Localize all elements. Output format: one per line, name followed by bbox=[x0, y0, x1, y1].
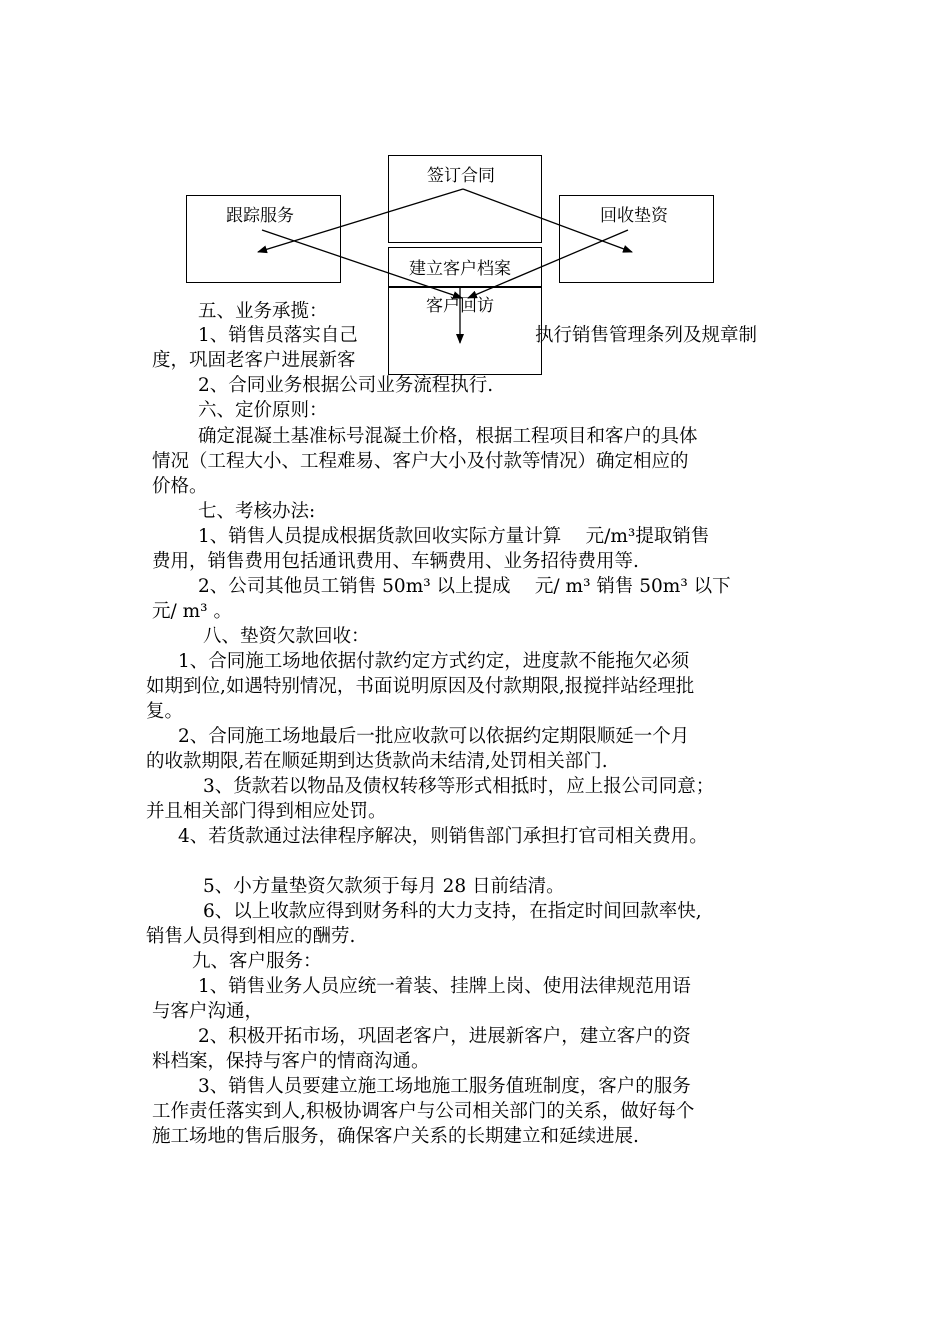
s7-p1-line2: 费用，销售费用包括通讯费用、车辆费用、业务招待费用等. bbox=[152, 551, 639, 572]
s9-p2-line1: 2、积极开拓市场，巩固老客户，进展新客户，建立客户的资 bbox=[198, 1026, 691, 1047]
s6-p1-line2: 情况（工程大小、工程难易、客户大小及付款等情况）确定相应的 bbox=[152, 451, 689, 472]
recover-advance-label: 回收垫资 bbox=[600, 206, 668, 226]
s8-p3-line2: 并且相关部门得到相应处罚。 bbox=[146, 801, 387, 822]
s7-p1-line1: 1、销售人员提成根据货款回收实际方量计算 元/m³提取销售 bbox=[198, 526, 710, 547]
s5-p1-line2: 度，巩固老客户进展新客 bbox=[152, 350, 356, 371]
follow-service-label: 跟踪服务 bbox=[226, 206, 294, 226]
build-file-label: 建立客户档案 bbox=[409, 259, 511, 279]
s8-p1-line3: 复。 bbox=[146, 701, 184, 722]
s5-p1-line1-a: 1、销售员落实自己 bbox=[198, 325, 358, 346]
s6-p1-line3: 价格。 bbox=[152, 476, 208, 497]
section-5-title: 五、业务承揽： bbox=[198, 301, 328, 322]
s7-p2-line2: 元/ m³ 。 bbox=[152, 601, 232, 622]
s8-p3-line1: 3、货款若以物品及债权转移等形式相抵时，应上报公司同意； bbox=[203, 776, 715, 797]
s8-p6-line1: 6、以上收款应得到财务科的大力支持，在指定时间回款率快, bbox=[203, 901, 702, 922]
s6-p1-line1: 确定混凝土基准标号混凝土价格，根据工程项目和客户的具体 bbox=[198, 426, 698, 447]
s9-p3-line3: 施工场地的售后服务，确保客户关系的长期建立和延续进展. bbox=[152, 1126, 639, 1147]
flow-diagram bbox=[0, 0, 950, 400]
s7-p2-line1: 2、公司其他员工销售 50m³ 以上提成 元/ m³ 销售 50m³ 以下 bbox=[198, 576, 731, 597]
s5-p2: 2、合同业务根据公司业务流程执行. bbox=[198, 375, 494, 396]
s8-p4: 4、若货款通过法律程序解决，则销售部门承担打官司相关费用。 bbox=[178, 826, 708, 847]
section-7-title: 七、考核办法: bbox=[198, 501, 316, 522]
s9-p1-line1: 1、销售业务人员应统一着装、挂牌上岗、使用法律规范用语 bbox=[198, 976, 691, 997]
s8-p2-line2: 的收款期限,若在顺延期到达货款尚未结清,处罚相关部门. bbox=[146, 751, 608, 772]
s8-p5: 5、小方量垫资欠款须于每月 28 日前结清。 bbox=[203, 876, 565, 897]
s5-p1-line1-b: 执行销售管理条列及规章制 bbox=[535, 325, 758, 346]
section-9-title: 九、客户服务： bbox=[192, 951, 322, 972]
customer-visit-label: 客户回访 bbox=[426, 296, 494, 316]
flow-arrows bbox=[0, 0, 950, 400]
section-8-title: 八、垫资欠款回收： bbox=[203, 626, 370, 647]
sign-contract-label: 签订合同 bbox=[427, 166, 495, 186]
s9-p3-line2: 工作责任落实到人,积极协调客户与公司相关部门的关系，做好每个 bbox=[152, 1101, 695, 1122]
s8-p6-line2: 销售人员得到相应的酬劳. bbox=[146, 926, 356, 947]
s9-p2-line2: 料档案，保持与客户的情商沟通。 bbox=[152, 1051, 430, 1072]
s8-p1-line2: 如期到位,如遇特别情况，书面说明原因及付款期限,报搅拌站经理批 bbox=[146, 676, 695, 697]
section-6-title: 六、定价原则： bbox=[198, 400, 328, 421]
s9-p1-line2: 与客户沟通， bbox=[152, 1001, 264, 1022]
s8-p1-line1: 1、合同施工场地依据付款约定方式约定，进度款不能拖欠必须 bbox=[178, 651, 690, 672]
s9-p3-line1: 3、销售人员要建立施工场地施工服务值班制度，客户的服务 bbox=[198, 1076, 691, 1097]
s8-p2-line1: 2、合同施工场地最后一批应收款可以依据约定期限顺延一个月 bbox=[178, 726, 690, 747]
